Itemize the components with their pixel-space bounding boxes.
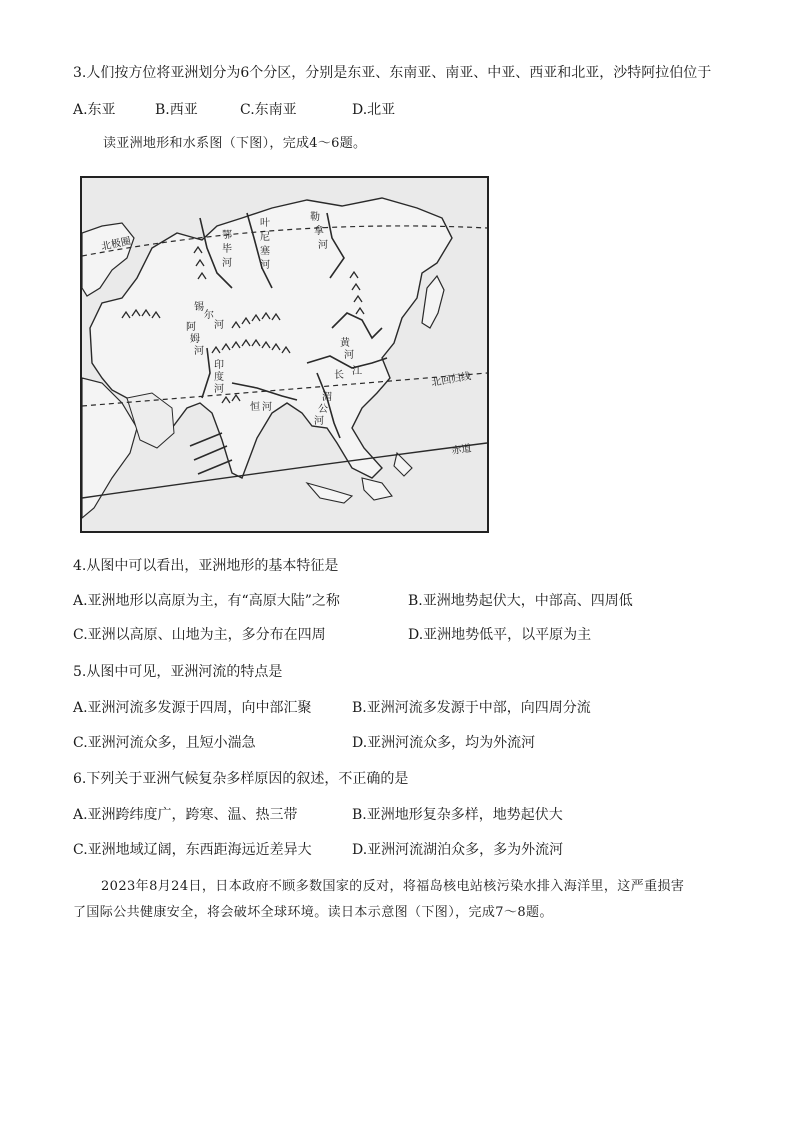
ganges-label-1: 恒	[250, 402, 260, 413]
ob-label-2: 毕	[222, 244, 232, 255]
passage-line-2: 了国际公共健康安全，将会破坏全球环境。读日本示意图（下图），完成7～8题。	[73, 905, 553, 920]
yenisei-label-1: 叶	[260, 218, 270, 229]
question-5-stem: 5.从图中可见，亚洲河流的特点是	[73, 664, 283, 680]
yangtze-label-1: 长	[334, 370, 344, 381]
q3-option-c[interactable]: C.东南亚	[240, 102, 297, 118]
indus-label-3: 河	[214, 384, 224, 395]
equator-line	[82, 443, 487, 498]
q6-option-a[interactable]: A.亚洲跨纬度广，跨寒、温、热三带	[73, 807, 298, 823]
ob-label-1: 鄂	[222, 230, 232, 241]
indus-label-2: 度	[214, 372, 224, 383]
question-4-stem: 4.从图中可以看出，亚洲地形的基本特征是	[73, 558, 339, 574]
syr-label-3: 河	[214, 320, 224, 331]
q6-option-c[interactable]: C.亚洲地域辽阔，东西距海远近差异大	[73, 842, 312, 858]
lena-label-2: 拿	[314, 226, 324, 237]
tropic-cancer-label: 北回归线	[430, 371, 472, 389]
mekong-label-1: 湄	[322, 392, 332, 403]
amu-label-1: 阿	[186, 322, 196, 333]
indus-label-1: 印	[214, 360, 224, 371]
q4-option-d[interactable]: D.亚洲地势低平，以平原为主	[408, 627, 592, 643]
arctic-circle-label: 北极圈	[100, 235, 132, 253]
yenisei-label-2: 尼	[260, 232, 270, 243]
mekong-label-3: 河	[314, 416, 324, 427]
q4-option-c[interactable]: C.亚洲以高原、山地为主，多分布在四周	[73, 627, 326, 643]
question-6-stem: 6.下列关于亚洲气候复杂多样原因的叙述，不正确的是	[73, 771, 409, 787]
amu-label-3: 河	[194, 346, 204, 357]
question-3-stem: 3.人们按方位将亚洲划分为6个分区，分别是东亚、东南亚、南亚、中亚、西亚和北亚，沙特阿拉伯位于	[73, 65, 712, 81]
ob-label-3: 河	[222, 258, 232, 269]
q6-option-b[interactable]: B.亚洲地形复杂多样，地势起伏大	[352, 807, 563, 823]
q4-option-b[interactable]: B.亚洲地势起伏大，中部高、四周低	[408, 593, 633, 609]
q3-option-a[interactable]: A.东亚	[73, 102, 116, 118]
mekong-label-2: 公	[318, 404, 328, 415]
yellow-label-1: 黄	[340, 338, 350, 349]
q3-option-d[interactable]: D.北亚	[352, 102, 396, 118]
yenisei-label-4: 河	[260, 260, 270, 271]
ganges-label-2: 河	[262, 402, 272, 413]
q5-option-b[interactable]: B.亚洲河流多发源于中部，向四周分流	[352, 700, 591, 716]
europe-landmass	[82, 223, 134, 296]
yellow-label-2: 河	[344, 350, 354, 361]
syr-label-2: 尔	[204, 310, 214, 321]
q5-option-a[interactable]: A.亚洲河流多发源于四周，向中部汇聚	[73, 700, 312, 716]
lena-label-1: 勒	[310, 212, 320, 223]
syr-label-1: 锡	[194, 302, 204, 313]
lena-label-3: 河	[318, 240, 328, 251]
map-intro: 读亚洲地形和水系图（下图），完成4～6题。	[103, 136, 367, 151]
asia-terrain-river-map	[80, 176, 489, 533]
q3-option-b[interactable]: B.西亚	[155, 102, 198, 118]
amu-label-2: 姆	[190, 334, 200, 345]
q4-option-a[interactable]: A.亚洲地形以高原为主，有“高原大陆”之称	[73, 593, 340, 609]
equator-label: 赤道	[450, 443, 473, 457]
q5-option-c[interactable]: C.亚洲河流众多，且短小湍急	[73, 735, 256, 751]
q5-option-d[interactable]: D.亚洲河流众多，均为外流河	[352, 735, 536, 751]
yenisei-label-3: 塞	[260, 246, 270, 257]
yangtze-label-2: 江	[352, 366, 362, 377]
map-svg	[82, 178, 487, 531]
japan-islands	[422, 276, 444, 328]
q6-option-d[interactable]: D.亚洲河流湖泊众多，多为外流河	[352, 842, 564, 858]
passage-line-1: 2023年8月24日，日本政府不顾多数国家的反对，将福岛核电站核污染水排入海洋里，这严重损害	[101, 879, 685, 894]
